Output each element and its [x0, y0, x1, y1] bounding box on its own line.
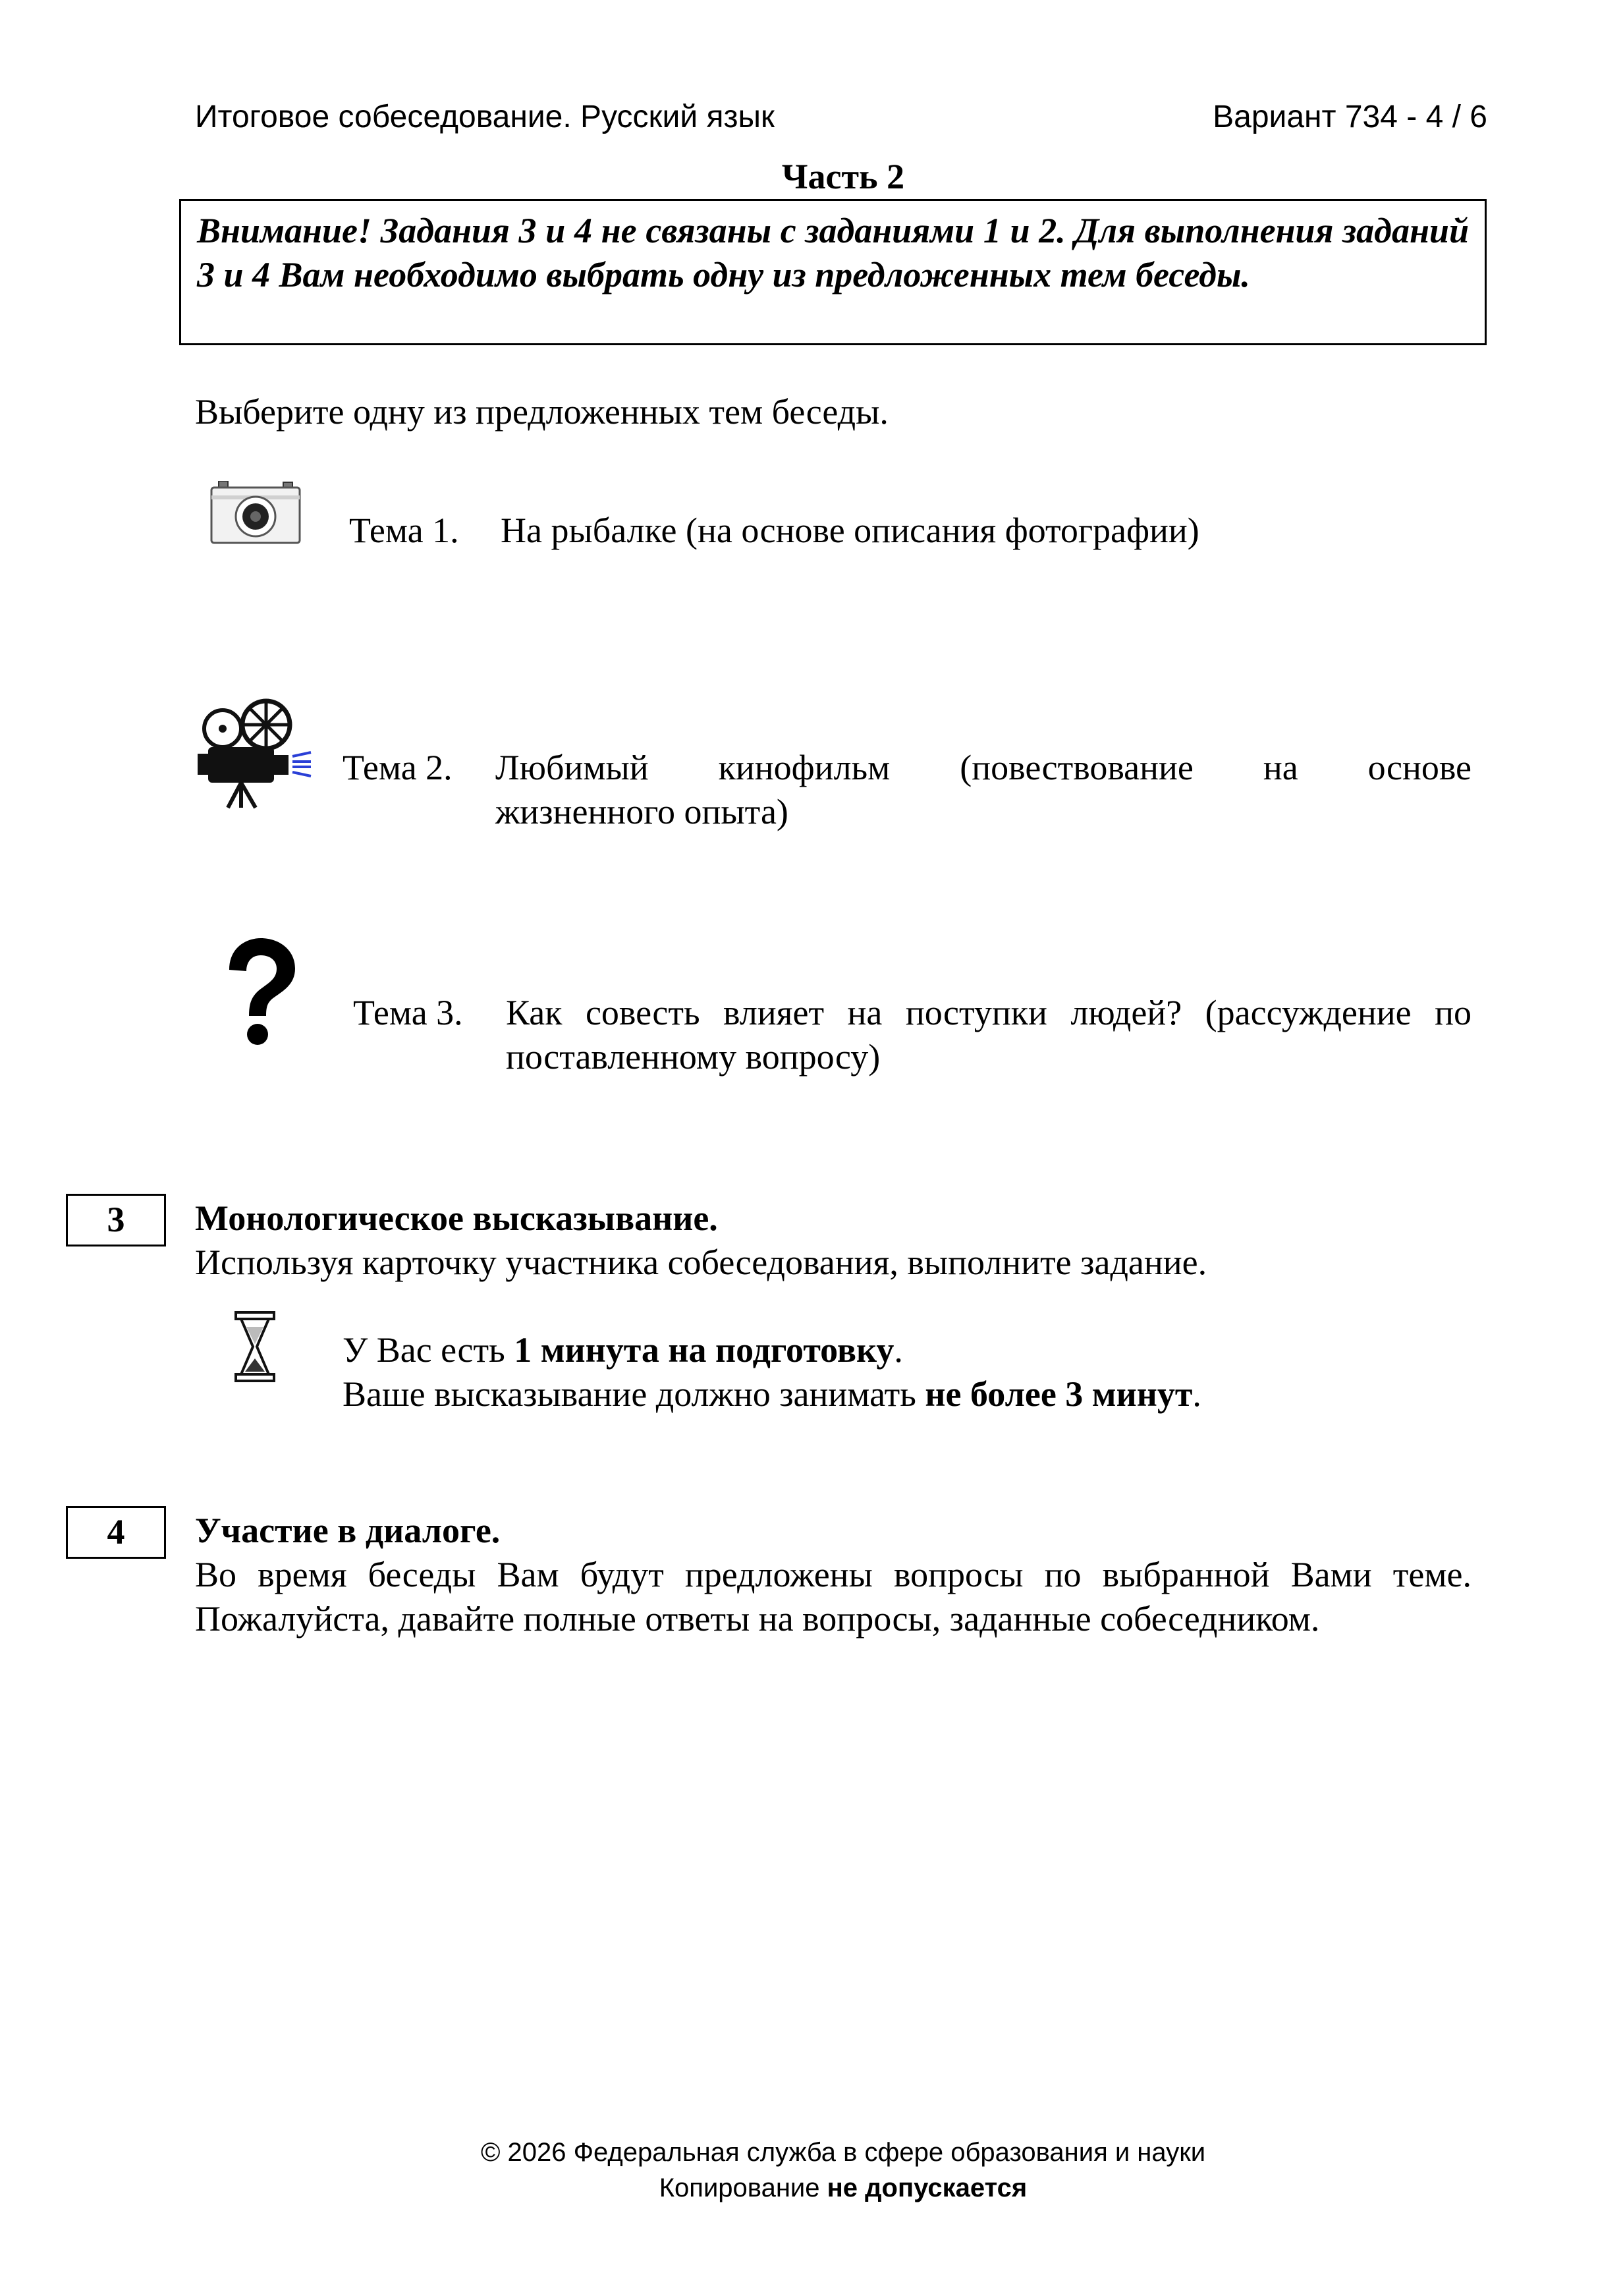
- task-3-instruction: Используя карточку участника собеседования, выполните задание.: [195, 1243, 1207, 1282]
- copy-bold: не допускается: [827, 2173, 1028, 2202]
- task-3-title: Монологическое высказывание.: [195, 1198, 718, 1238]
- task-4-line-2: Пожалуйста, давайте полные ответы на вопросы, заданные собеседником.: [195, 1599, 1320, 1638]
- prep-prefix: У Вас есть: [343, 1330, 514, 1370]
- task-3-prep-line: [343, 1328, 903, 1372]
- task-3-number: 3: [66, 1194, 166, 1246]
- part-title: Часть 2: [781, 157, 905, 196]
- topic-3-line-2: поставленному вопросу): [506, 1037, 881, 1077]
- limit-time: не более 3 минут: [925, 1374, 1193, 1414]
- intro-text: Выберите одну из предложенных тем беседы.: [195, 392, 889, 432]
- topic-2-line-1: Любимый кинофильм (повествование на основе: [495, 748, 1472, 787]
- topic-3-label: Тема 3.: [353, 993, 463, 1032]
- camera-icon: [209, 481, 302, 546]
- task-4-title: Участие в диалоге.: [195, 1511, 501, 1550]
- prep-time: 1 минута на подготовку: [514, 1330, 894, 1370]
- header-variant: Вариант 734 - 4 / 6: [1213, 99, 1487, 134]
- topic-1-text: На рыбалке (на основе описания фотографии): [501, 511, 1199, 550]
- task-3-limit-line: [343, 1372, 1201, 1416]
- hourglass-icon: [234, 1311, 275, 1382]
- footer-copyright: © 2026 Федеральная служба в сфере образования и науки: [480, 2138, 1206, 2167]
- prep-suffix: .: [894, 1330, 903, 1370]
- task-4-number: 4: [66, 1506, 166, 1559]
- header-title: Итоговое собеседование. Русский язык: [195, 99, 775, 134]
- topic-2-label: Тема 2.: [343, 748, 453, 787]
- notice-box: [179, 199, 1487, 345]
- footer-copy-notice: [0, 2170, 1623, 2206]
- topic-2-line-2: жизненного опыта): [495, 792, 788, 831]
- topic-3-line-1: Как совесть влияет на поступки людей? (рассуждение по: [506, 993, 1472, 1032]
- film-projector-icon: [195, 698, 314, 810]
- topic-1-label: Тема 1.: [349, 511, 459, 550]
- copy-prefix: Копирование: [659, 2173, 827, 2202]
- task-4-line-1: Во время беседы Вам будут предложены вопросы по выбранной Вами теме.: [195, 1555, 1472, 1594]
- limit-suffix: .: [1192, 1374, 1201, 1414]
- notice-text: Внимание! Задания 3 и 4 не связаны с заданиями 1 и 2. Для выполнения заданий 3 и 4 Вам необходимо выбрать одну из предложенных тем беседы.: [197, 211, 1469, 294]
- question-mark-icon: [215, 936, 304, 1049]
- limit-prefix: Ваше высказывание должно занимать: [343, 1374, 925, 1414]
